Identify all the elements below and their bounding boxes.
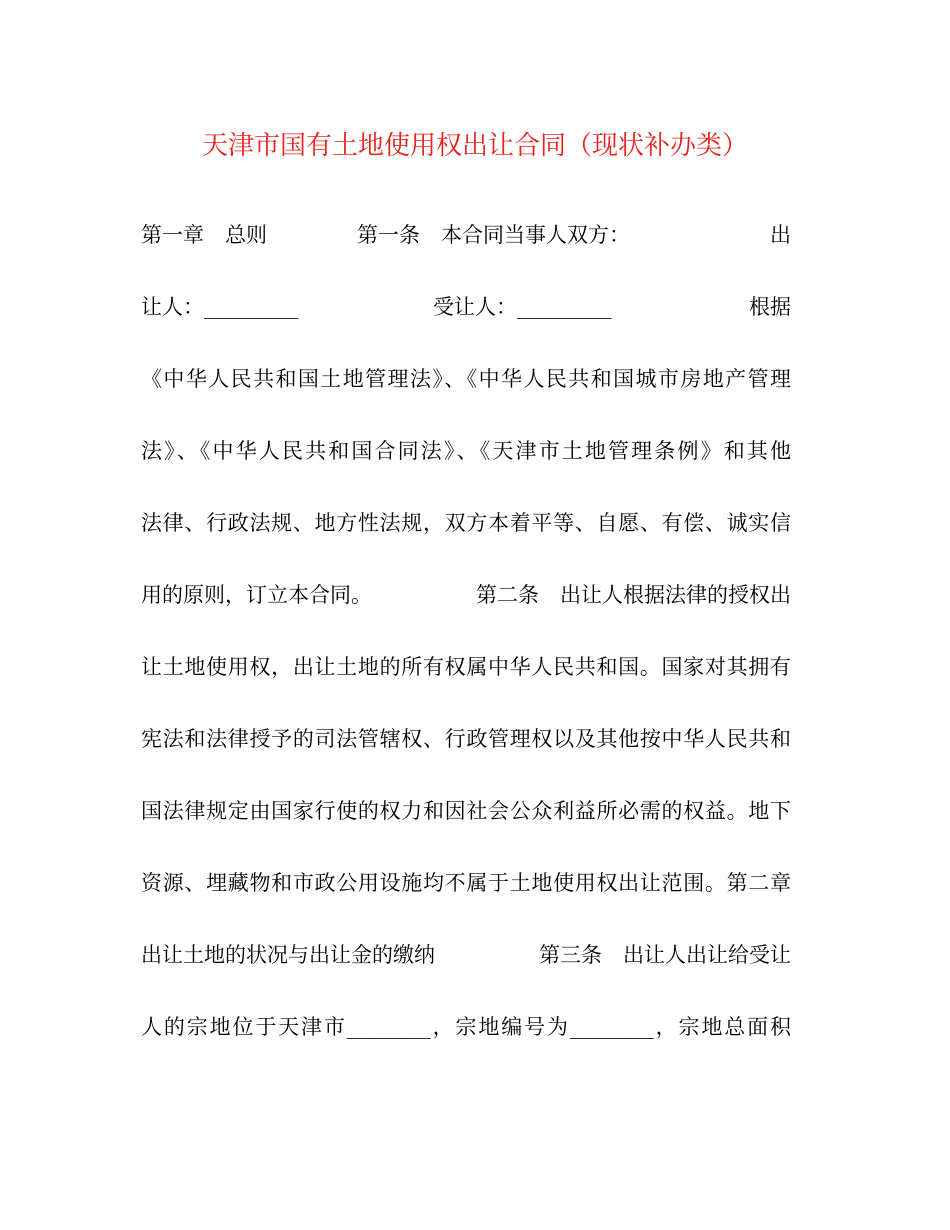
text-line	[141, 215, 791, 255]
article-text: 第一条 本合同当事人双方：	[357, 223, 630, 247]
text-fragment: 出让土地的状况与出让金的缴纳	[141, 943, 435, 967]
grantor-field: 让人：_________	[141, 295, 299, 319]
text-line	[141, 287, 791, 327]
text-line: 让土地使用权，出让土地的所有权属中华人民共和国。国家对其拥有	[141, 655, 791, 679]
grantee-field: 受让人：_________	[433, 295, 612, 319]
text-line	[141, 575, 791, 615]
document-title: 天津市国有土地使用权出让合同（现状补办类）	[201, 131, 748, 161]
text-fragment: 用的原则，订立本合同。	[141, 583, 372, 607]
article-text: 第二条 出让人根据法律的授权出	[476, 583, 791, 607]
text-line: 国法律规定由国家行使的权力和因社会公众利益所必需的权益。地下	[141, 799, 791, 823]
text-line: 宪法和法律授予的司法管辖权、行政管理权以及其他按中华人民共和	[141, 727, 791, 751]
article-text: 第三条 出让人出让给受让	[539, 943, 791, 967]
text-line: 资源、埋藏物和市政公用设施均不属于土地使用权出让范围。第二章	[141, 871, 791, 895]
text-line: 法》、《中华人民共和国合同法》、《天津市土地管理条例》和其他	[141, 439, 791, 463]
text-line: 法律、行政法规、地方性法规，双方本着平等、自愿、有偿、诚实信	[141, 511, 791, 535]
text-fragment: 出	[770, 223, 791, 247]
text-line	[141, 935, 791, 975]
text-fragment: 根据	[749, 295, 791, 319]
chapter-heading: 第一章 总则	[141, 223, 267, 247]
text-line: 人的宗地位于天津市________，宗地编号为________，宗地总面积	[141, 1015, 791, 1039]
text-line: 《中华人民共和国土地管理法》、《中华人民共和国城市房地产管理	[141, 367, 791, 391]
